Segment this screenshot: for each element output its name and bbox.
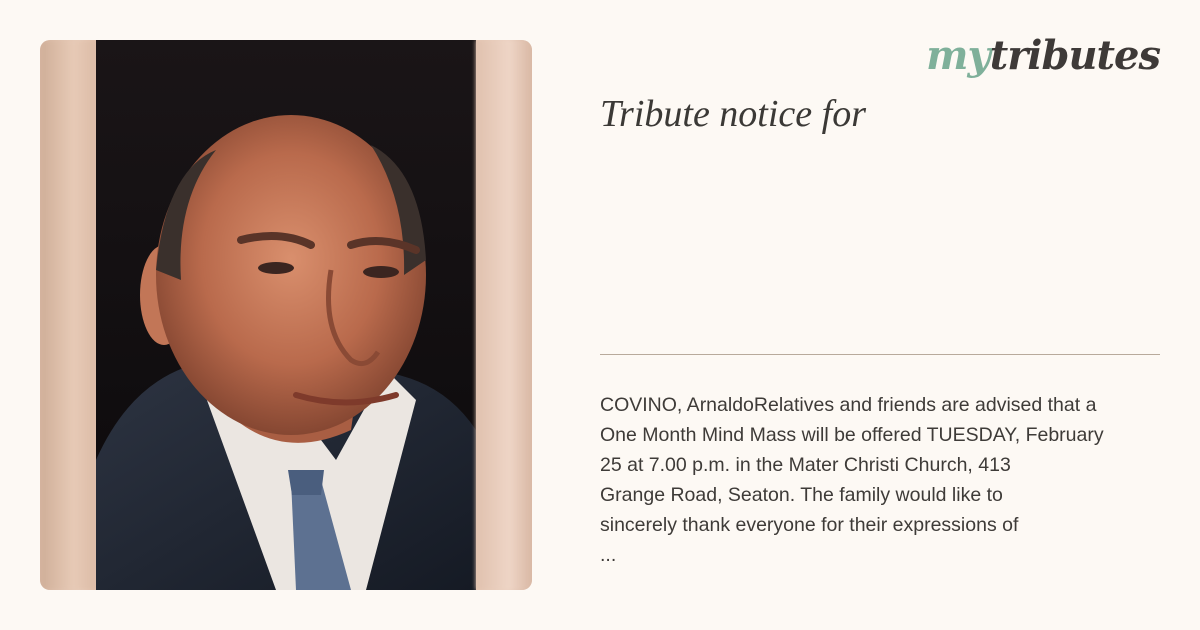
notice-line: 25 at 7.00 p.m. in the Mater Christi Church, 413 (600, 454, 1011, 476)
notice-line: COVINO, ArnaldoRelatives and friends are advised that a (600, 394, 1097, 416)
divider (600, 354, 1160, 355)
notice-line: Grange Road, Seaton. The family would like to (600, 484, 1003, 506)
notice-line: One Month Mind Mass will be offered TUESDAY, February (600, 424, 1104, 446)
tribute-photo (40, 40, 532, 590)
notice-ellipsis: ... (600, 544, 617, 566)
page-title: Tribute notice for (600, 93, 866, 135)
mytributes-logo[interactable] (926, 32, 1160, 79)
logo-my: my (926, 32, 990, 79)
logo-tributes: tributes (989, 32, 1160, 79)
portrait-photo (96, 40, 476, 590)
tribute-notice-text (600, 390, 1170, 570)
notice-line: sincerely thank everyone for their expressions of (600, 514, 1019, 536)
